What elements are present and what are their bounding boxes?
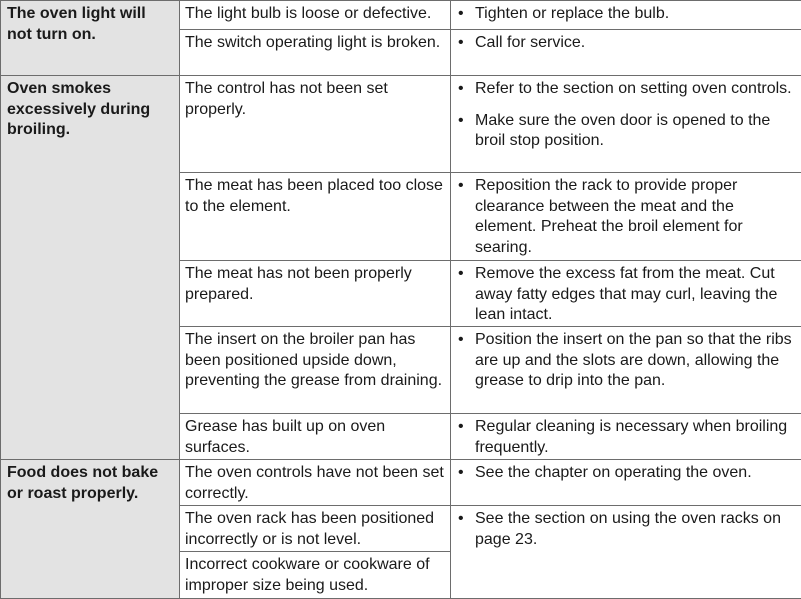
- solution-list: [455, 4, 795, 25]
- cause-cell: The oven controls have not been set correctly.: [180, 460, 451, 506]
- bullet: •: [458, 111, 464, 132]
- problem-cell: Oven smokes excessively during broiling.: [1, 76, 180, 460]
- list-item: • Tighten or replace the bulb.: [455, 4, 795, 25]
- cause-cell: Grease has built up on oven surfaces.: [180, 414, 451, 460]
- solution-list: [455, 33, 795, 54]
- list-item: • Regular cleaning is necessary when broiling frequently.: [455, 417, 795, 458]
- problem-cell: The oven light will not turn on.: [1, 1, 180, 76]
- list-item: • Remove the excess fat from the meat. Cut away fatty edges that may curl, leaving the lean intact.: [455, 264, 795, 326]
- cause-cell: The insert on the broiler pan has been positioned upside down, preventing the grease from draining.: [180, 327, 451, 414]
- bullet: •: [458, 176, 464, 197]
- table-row: [1, 1, 801, 30]
- bullet: •: [458, 79, 464, 100]
- list-item: • Reposition the rack to provide proper clearance between the meat and the element. Preheat the broil element for searing.: [455, 176, 795, 258]
- list-item: • Refer to the section on setting oven controls.: [455, 79, 795, 100]
- cause-cell: The oven rack has been positioned incorrectly or is not level.: [180, 506, 451, 552]
- bullet: •: [458, 463, 464, 484]
- solution-list: [455, 330, 795, 392]
- list-item: • See the section on using the oven racks on page 23.: [455, 509, 795, 550]
- list-item: • Call for service.: [455, 33, 795, 54]
- solution-cell: [451, 30, 801, 76]
- solution-list: [455, 463, 795, 484]
- list-item: • See the chapter on operating the oven.: [455, 463, 795, 484]
- solution-list: [455, 264, 795, 326]
- solution-cell: [451, 327, 801, 414]
- solution-cell: [451, 1, 801, 30]
- cause-cell: The meat has been placed too close to the element.: [180, 173, 451, 261]
- solution-cell: [451, 506, 801, 599]
- solution-list: [455, 79, 795, 152]
- list-item: • Position the insert on the pan so that the ribs are up and the slots are down, allowing the grease to drip into the pan.: [455, 330, 795, 392]
- solution-cell: [451, 261, 801, 327]
- solution-cell: [451, 460, 801, 506]
- solution-list: [455, 417, 795, 458]
- bullet: •: [458, 509, 464, 530]
- cause-cell: The light bulb is loose or defective.: [180, 1, 451, 30]
- table-row: [1, 460, 801, 506]
- cause-cell: The control has not been set properly.: [180, 76, 451, 173]
- list-item: • Make sure the oven door is opened to the broil stop position.: [455, 111, 795, 152]
- bullet: •: [458, 33, 464, 54]
- bullet: •: [458, 330, 464, 351]
- solution-cell: [451, 414, 801, 460]
- problem-cell: Food does not bake or roast properly.: [1, 460, 180, 599]
- cause-cell: Incorrect cookware or cookware of improper size being used.: [180, 552, 451, 599]
- cause-cell: The switch operating light is broken.: [180, 30, 451, 76]
- cause-cell: The meat has not been properly prepared.: [180, 261, 451, 327]
- bullet: •: [458, 417, 464, 438]
- table-row: [1, 76, 801, 173]
- bullet: •: [458, 4, 464, 25]
- solution-list: [455, 176, 795, 258]
- solution-list: [455, 509, 795, 550]
- bullet: •: [458, 264, 464, 285]
- solution-cell: [451, 76, 801, 173]
- solution-cell: [451, 173, 801, 261]
